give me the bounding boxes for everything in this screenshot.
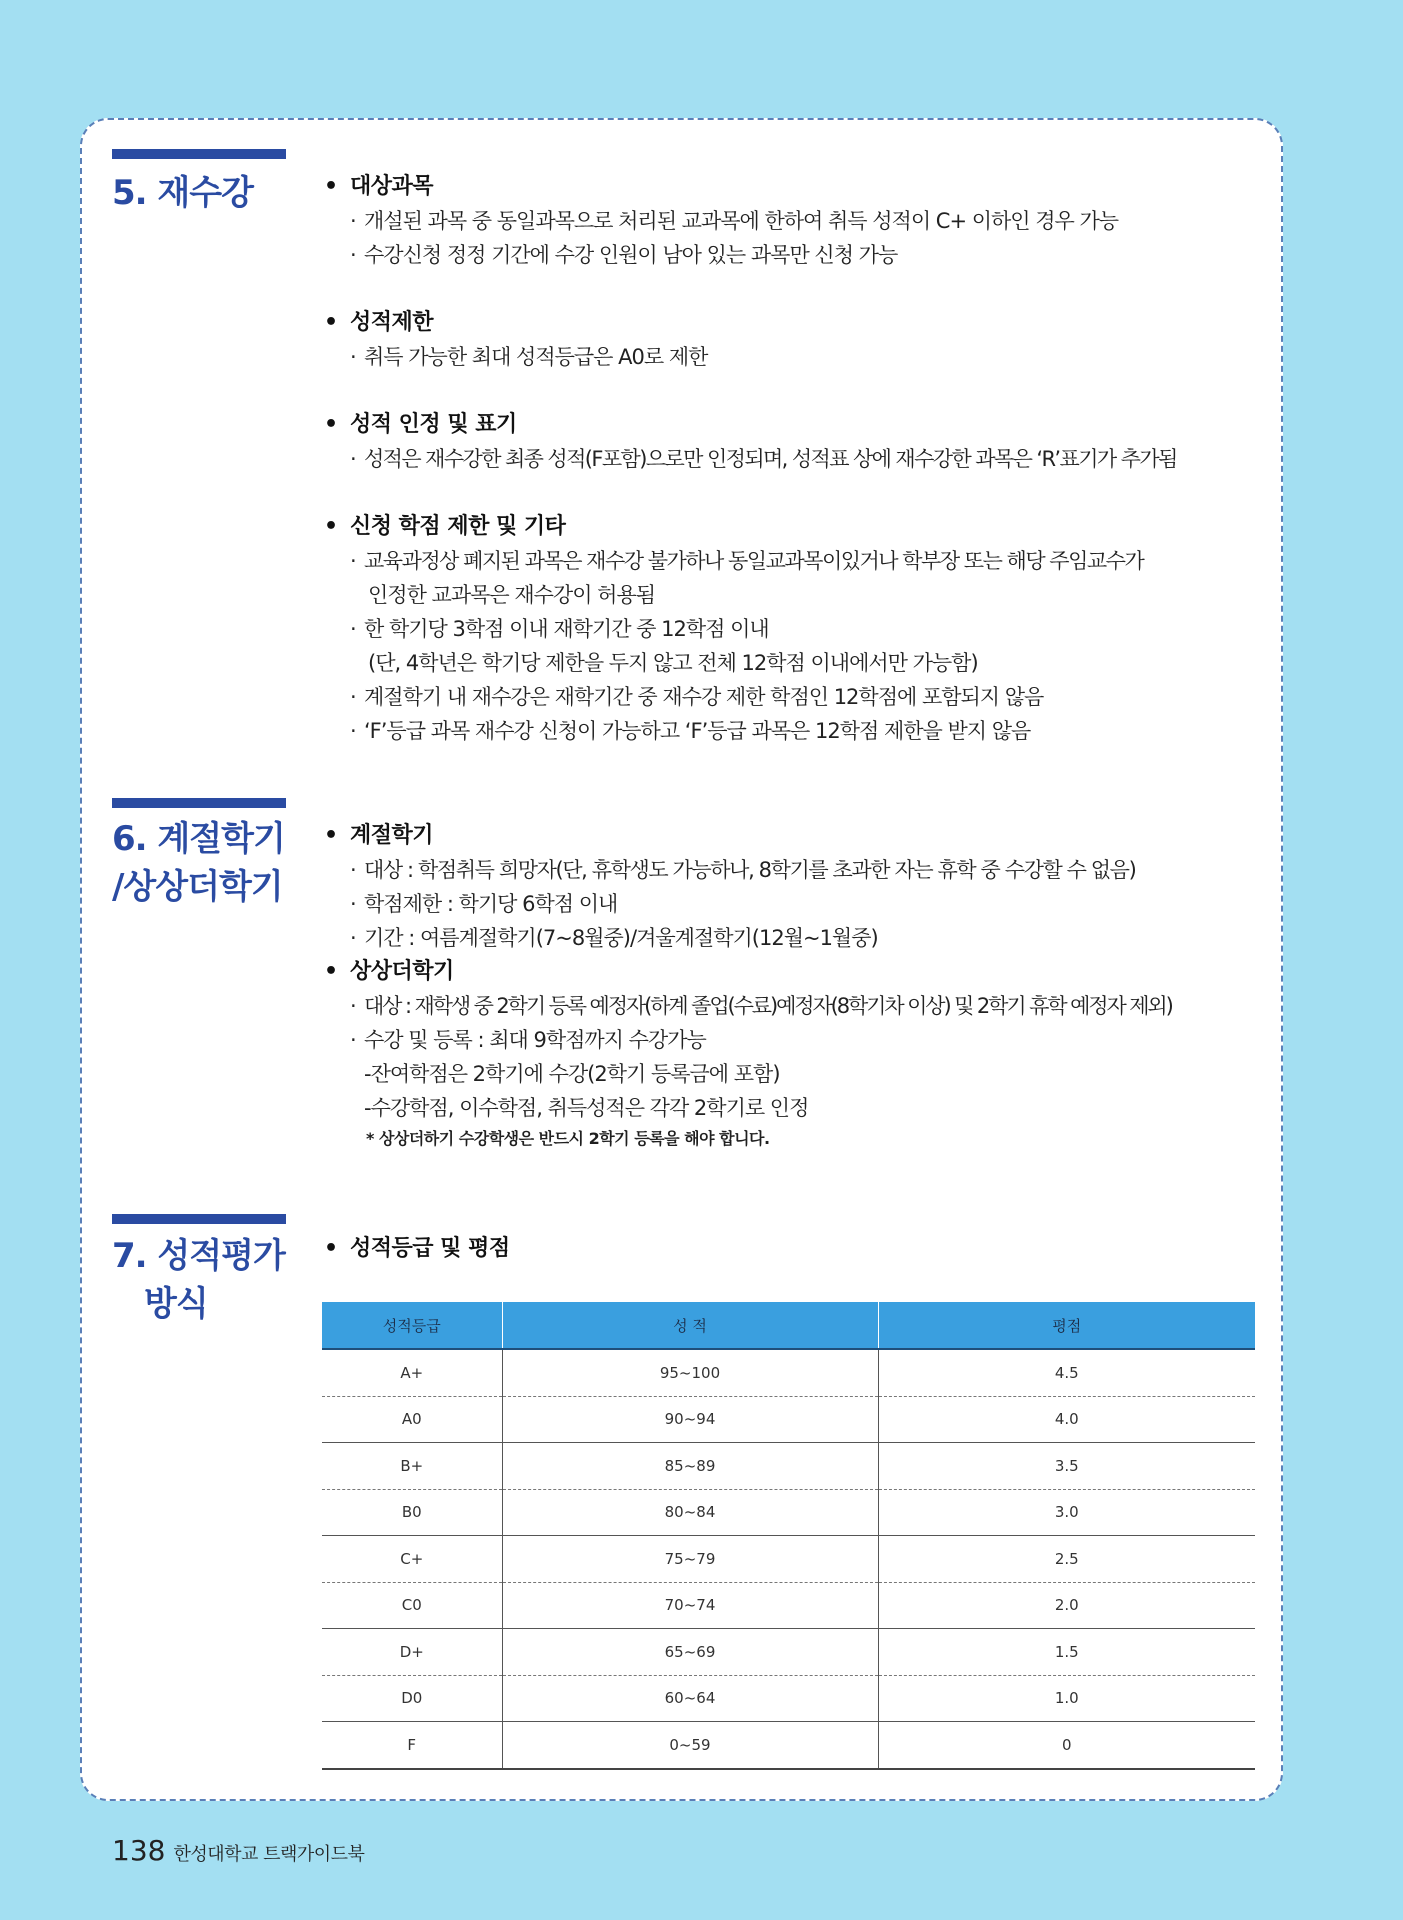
table-cell: 70~74 <box>502 1582 878 1629</box>
list-item: · 학점제한 : 학기당 6학점 이내 <box>350 892 618 916</box>
list-item: · 대상 : 재학생 중 2학기 등록 예정자(하계 졸업(수료)예정자(8학기차 이상) 및 2학기 휴학 예정자 제외) <box>350 994 1172 1018</box>
section-title: 5. 재수강 <box>112 173 253 213</box>
seasonal-content <box>324 819 1264 1153</box>
table-row <box>322 1443 1255 1490</box>
group-title: 성적 인정 및 표기 <box>350 412 517 437</box>
table-cell: 3.5 <box>878 1443 1255 1490</box>
table-cell: F <box>322 1722 502 1769</box>
table-cell: 65~69 <box>502 1629 878 1676</box>
table-cell: 2.0 <box>878 1582 1255 1629</box>
table-cell: D0 <box>322 1675 502 1722</box>
table-cell: 85~89 <box>502 1443 878 1490</box>
table-cell: 1.0 <box>878 1675 1255 1722</box>
table-cell: C+ <box>322 1536 502 1583</box>
table-row <box>322 1349 1255 1396</box>
column-header: 평점 <box>878 1302 1255 1349</box>
table-row <box>322 1396 1255 1443</box>
table-header-row <box>322 1302 1255 1349</box>
table-row <box>322 1536 1255 1583</box>
list-item-sub: -수강학점, 이수학점, 취득성적은 각각 2학기로 인정 <box>364 1096 809 1120</box>
table-cell: 60~64 <box>502 1675 878 1722</box>
group-title: 대상과목 <box>350 174 434 199</box>
section-title: 6. 계절학기 /상상더학기 <box>112 819 285 907</box>
bullet-icon: • <box>324 514 338 539</box>
page-footer <box>112 1834 364 1867</box>
bullet-icon: • <box>324 823 338 848</box>
column-header: 성 적 <box>502 1302 878 1349</box>
table-cell: 95~100 <box>502 1349 878 1396</box>
table-cell: B+ <box>322 1443 502 1490</box>
list-item: · 취득 가능한 최대 성적등급은 A0로 제한 <box>350 345 708 369</box>
table-cell: 4.0 <box>878 1396 1255 1443</box>
column-header: 성적등급 <box>322 1302 502 1349</box>
table-cell: A0 <box>322 1396 502 1443</box>
section-bar <box>112 798 286 808</box>
group-title: 신청 학점 제한 및 기타 <box>350 514 566 539</box>
table-cell: 75~79 <box>502 1536 878 1583</box>
table-cell: C0 <box>322 1582 502 1629</box>
table-cell: 90~94 <box>502 1396 878 1443</box>
registration-note: * 상상더하기 수강학생은 반드시 2학기 등록을 해야 합니다. <box>366 1129 770 1148</box>
table-row <box>322 1722 1255 1769</box>
list-item: · 계절학기 내 재수강은 재학기간 중 재수강 제한 학점인 12학점에 포함되지 않음 <box>350 685 1044 709</box>
section-bar <box>112 1214 286 1224</box>
table-cell: 4.5 <box>878 1349 1255 1396</box>
list-item: · 수강신청 정정 기간에 수강 인원이 남아 있는 과목만 신청 가능 <box>350 243 898 267</box>
table-cell: D+ <box>322 1629 502 1676</box>
bullet-icon: • <box>324 959 338 984</box>
retake-content <box>324 170 1264 748</box>
table-cell: 2.5 <box>878 1536 1255 1583</box>
table-row <box>322 1629 1255 1676</box>
group-seasonal <box>324 819 1264 955</box>
bullet-icon: • <box>324 174 338 199</box>
list-item: · 성적은 재수강한 최종 성적(F포함)으로만 인정되며, 성적표 상에 재수강한 과목은 ‘R’표기가 추가됨 <box>350 447 1177 471</box>
list-item: · 기간 : 여름계절학기(7~8월중)/겨울계절학기(12월~1월중) <box>350 926 878 950</box>
grade-table <box>322 1302 1255 1770</box>
section-bar <box>112 149 286 159</box>
group-title: 계절학기 <box>350 823 434 848</box>
table-cell: A+ <box>322 1349 502 1396</box>
group-grade-limit <box>324 306 1264 374</box>
grading-content <box>324 1232 1264 1266</box>
group-sangsang <box>324 955 1264 1125</box>
table-cell: 3.0 <box>878 1489 1255 1536</box>
table-row <box>322 1675 1255 1722</box>
list-item: · 한 학기당 3학점 이내 재학기간 중 12학점 이내 <box>350 617 769 641</box>
table-row <box>322 1582 1255 1629</box>
list-item-continued: 인정한 교과목은 재수강이 허용됨 <box>368 583 656 607</box>
book-title: 한성대학교 트랙가이드북 <box>173 1844 365 1865</box>
list-item: · 수강 및 등록 : 최대 9학점까지 수강가능 <box>350 1028 706 1052</box>
bullet-icon: • <box>324 412 338 437</box>
list-item: · 대상 : 학점취득 희망자(단, 휴학생도 가능하나, 8학기를 초과한 자는 휴학 중 수강할 수 없음) <box>350 858 1136 882</box>
list-item: · ‘F’등급 과목 재수강 신청이 가능하고 ‘F’등급 과목은 12학점 제한을 받지 않음 <box>350 719 1031 743</box>
table-cell: 0~59 <box>502 1722 878 1769</box>
table-cell: 1.5 <box>878 1629 1255 1676</box>
group-title: 성적등급 및 평점 <box>350 1236 510 1261</box>
group-title: 성적제한 <box>350 310 434 335</box>
group-credit-limit <box>324 510 1264 748</box>
group-grade-recognition <box>324 408 1264 476</box>
page-number: 138 <box>112 1834 166 1867</box>
list-item: · 교육과정상 폐지된 과목은 재수강 불가하나 동일교과목이있거나 학부장 또는 해당 주임교수가 <box>350 549 1144 573</box>
section-title: 7. 성적평가 방식 <box>112 1236 285 1324</box>
group-title: 상상더학기 <box>350 959 454 984</box>
list-item-continued: (단, 4학년은 학기당 제한을 두지 않고 전체 12학점 이내에서만 가능함) <box>368 651 978 675</box>
table-cell: 0 <box>878 1722 1255 1769</box>
table-row <box>322 1489 1255 1536</box>
table-cell: 80~84 <box>502 1489 878 1536</box>
list-item: · 개설된 과목 중 동일과목으로 처리된 교과목에 한하여 취득 성적이 C+ 이하인 경우 가능 <box>350 209 1119 233</box>
bullet-icon: • <box>324 310 338 335</box>
table-cell: B0 <box>322 1489 502 1536</box>
bullet-icon: • <box>324 1236 338 1261</box>
group-target-courses <box>324 170 1264 272</box>
list-item-sub: -잔여학점은 2학기에 수강(2학기 등록금에 포함) <box>364 1062 780 1086</box>
